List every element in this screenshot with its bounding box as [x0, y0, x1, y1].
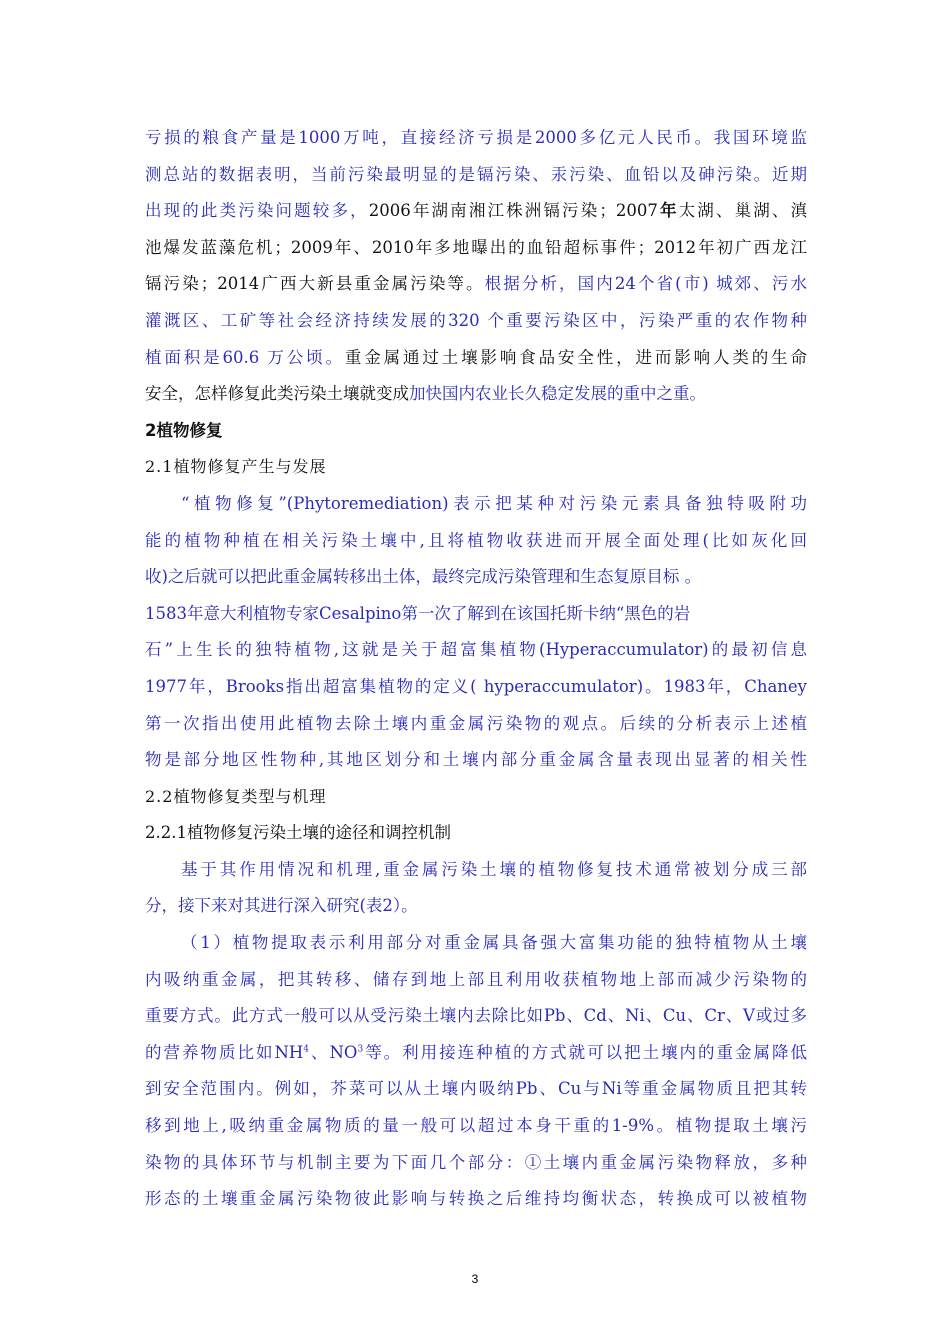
paragraph-2-line: 能的植物种植在相关污染土壤中,且将植物收获进而开展全面处理(比如灰化回	[145, 530, 807, 550]
page-number: 3	[471, 1272, 479, 1286]
paragraph-4-line: 移到地上,吸纳重金属物质的量一般可以超过本身干重的1-9%。植物提取土壤污	[145, 1116, 807, 1136]
paragraph-1-line	[145, 376, 807, 413]
text-run: 安全，怎样修复此类污染土壤就变成	[145, 384, 409, 404]
paragraph-3-line: 分，接下来对其进行深入研究(表2）。	[145, 896, 418, 916]
text-run: 年	[657, 201, 679, 221]
paragraph-2-line: 1583年意大利植物专家Cesalpino第一次了解到在该国托斯卡纳“黑色的岩	[145, 603, 691, 623]
paragraph-1-line: 池爆发蓝藻危机；2009年、2010年多地曝出的血铅超标事件；2012年初广西龙江	[145, 237, 807, 257]
text-run: 、NO	[309, 1042, 358, 1062]
paragraph-1-line	[145, 266, 807, 303]
paragraph-1-line: 亏损的粮食产量是1000万吨，直接经济亏损是2000多亿元人民币。我国环境监	[145, 128, 807, 147]
superscript: 3	[357, 1044, 364, 1055]
text-run: 植面积是60.6 万公顷。	[145, 347, 345, 367]
text-run: 出现的此类污染问题较多，	[145, 201, 369, 221]
paragraph-4-line	[145, 1035, 807, 1072]
paragraph-1-line	[145, 340, 807, 377]
paragraph-4-line: 内吸纳重金属，把其转移、储存到地上部且利用收获植物地上部而减少污染物的	[145, 969, 807, 989]
paragraph-2-line: 第一次指出使用此植物去除土壤内重金属污染物的观点。后续的分析表示上述植	[145, 713, 807, 733]
text-run: 等。利用接连种植的方式就可以把土壤内的重金属降低	[363, 1042, 808, 1062]
document-body	[145, 120, 807, 1218]
paragraph-3-line: 基于其作用情况和机理,重金属污染土壤的植物修复技术通常被划分成三部	[181, 859, 807, 879]
paragraph-4-line: （1）植物提取表示利用部分对重金属具备强大富集功能的独特植物从土壤	[181, 933, 807, 953]
superscript: 4	[303, 1044, 310, 1055]
paragraph-2-line: 1977年，Brooks指出超富集植物的定义( hyperaccumulator)。1983年，Chaney	[145, 676, 807, 696]
text-run: 加快国内农业长久稳定发展的重中之重。	[409, 384, 706, 404]
paragraph-4-line: 到安全范围内。例如，芥菜可以从土壤内吸纳Pb、Cu与Ni等重金属物质且把其转	[145, 1079, 807, 1099]
subsubsection-heading: 2.2.1植物修复污染土壤的途径和调控机制	[145, 823, 451, 843]
text-run: 的营养物质比如NH	[145, 1042, 304, 1062]
text-run: 重金属通过土壤影响食品安全性，进而影响人类的生命	[344, 347, 808, 367]
paragraph-4-line: 染物的具体环节与机制主要为下面几个部分：①土壤内重金属污染物释放，多种	[145, 1152, 807, 1172]
paragraph-4-line: 重要方式。此方式一般可以从受污染土壤内去除比如Pb、Cd、Ni、Cu、Cr、V或过多	[145, 1006, 807, 1026]
text-run: 太湖、巢湖、滇	[678, 201, 808, 221]
text-run: 根据分析，国内24个省(市) 城郊、污水	[484, 274, 807, 294]
paragraph-1-line	[145, 193, 807, 230]
paragraph-2-line: 物是部分地区性物种,其地区划分和土壤内部分重金属含量表现出显著的相关性	[145, 750, 807, 770]
paragraph-2-line: “植物修复”(Phytoremediation)表示把某种对污染元素具备独特吸附功	[181, 493, 807, 513]
paragraph-1-line: 测总站的数据表明，当前污染最明显的是镉污染、汞污染、血铅以及砷污染。近期	[145, 164, 807, 184]
paragraph-2-line: 收)之后就可以把此重金属转移出土体，最终完成污染管理和生态复原目标 。	[145, 567, 702, 587]
section-heading: 2植物修复	[145, 420, 223, 440]
text-run: 2006年湖南湘江株洲镉污染；2007	[368, 201, 658, 221]
subsection-heading: 2.2植物修复类型与机理	[145, 786, 327, 806]
subsection-heading: 2.1植物修复产生与发展	[145, 457, 327, 477]
paragraph-4-line: 形态的土壤重金属污染物彼此影响与转换之后维持均衡状态，转换成可以被植物	[145, 1189, 807, 1209]
paragraph-2-line: 石”上生长的独特植物,这就是关于超富集植物(Hyperaccumulator)的最初信息	[145, 640, 807, 660]
text-run: 镉污染；2014广西大新县重金属污染等。	[145, 274, 485, 294]
paragraph-1-line: 灌溉区、工矿等社会经济持续发展的320 个重要污染区中，污染严重的农作物种	[145, 310, 807, 330]
